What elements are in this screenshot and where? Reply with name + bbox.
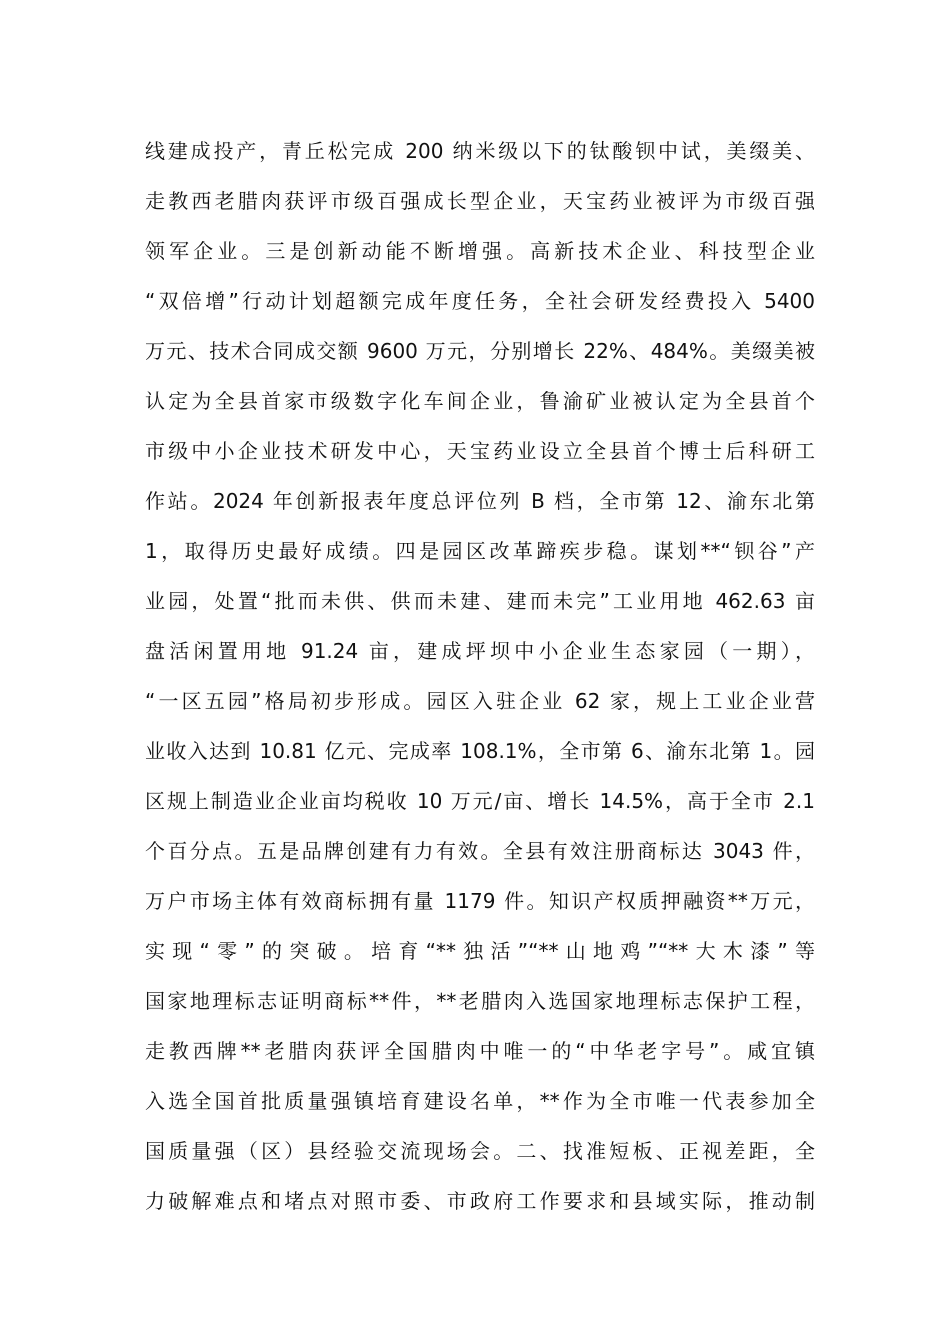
text-line: 线建成投产，青丘松完成 200 纳米级以下的钛酸钡中试，美缀美、: [145, 139, 815, 163]
text-line: 认定为全县首家市级数字化车间企业，鲁渝矿业被认定为全县首个: [145, 389, 815, 413]
text-line: 作站。2024 年创新报表年度总评位列 B 档，全市第 12、渝东北第: [145, 489, 815, 513]
text-line: 万元、技术合同成交额 9600 万元，分别增长 22%、484%。美缀美被: [145, 339, 815, 363]
text-line: 国质量强（区）县经验交流现场会。二、找准短板、正视差距，全: [145, 1139, 815, 1163]
text-line: 盘活闲置用地 91.24 亩，建成坪坝中小企业生态家园（一期），: [145, 639, 815, 663]
text-line: 入选全国首批质量强镇培育建设名单，**作为全市唯一代表参加全: [145, 1089, 815, 1113]
text-line: 1，取得历史最好成绩。四是园区改革蹄疾步稳。谋划**“钡谷”产: [145, 539, 815, 563]
text-line: 力破解难点和堵点对照市委、市政府工作要求和县域实际，推动制: [145, 1189, 815, 1213]
text-line: 个百分点。五是品牌创建有力有效。全县有效注册商标达 3043 件，: [145, 839, 815, 863]
text-line: 实现“零”的突破。培育“**独活”“**山地鸡”“**大木漆”等: [145, 939, 815, 963]
text-line: 市级中小企业技术研发中心，天宝药业设立全县首个博士后科研工: [145, 439, 815, 463]
text-line: 走教西老腊肉获评市级百强成长型企业，天宝药业被评为市级百强: [145, 189, 815, 213]
text-line: 业收入达到 10.81 亿元、完成率 108.1%，全市第 6、渝东北第 1。园: [145, 739, 815, 763]
text-line: 业园，处置“批而未供、供而未建、建而未完”工业用地 462.63 亩: [145, 589, 815, 613]
text-line: 领军企业。三是创新动能不断增强。高新技术企业、科技型企业: [145, 239, 815, 263]
text-line: 万户市场主体有效商标拥有量 1179 件。知识产权质押融资**万元，: [145, 889, 815, 913]
text-line: 区规上制造业企业亩均税收 10 万元/亩、增长 14.5%，高于全市 2.1: [145, 789, 815, 813]
text-line: “一区五园”格局初步形成。园区入驻企业 62 家，规上工业企业营: [145, 689, 815, 713]
document-body: [145, 126, 815, 1226]
text-line: “双倍增”行动计划超额完成年度任务，全社会研发经费投入 5400: [145, 289, 815, 313]
text-line: 国家地理标志证明商标**件，**老腊肉入选国家地理标志保护工程，: [145, 989, 815, 1013]
text-line: 走教西牌**老腊肉获评全国腊肉中唯一的“中华老字号”。咸宜镇: [145, 1039, 815, 1063]
